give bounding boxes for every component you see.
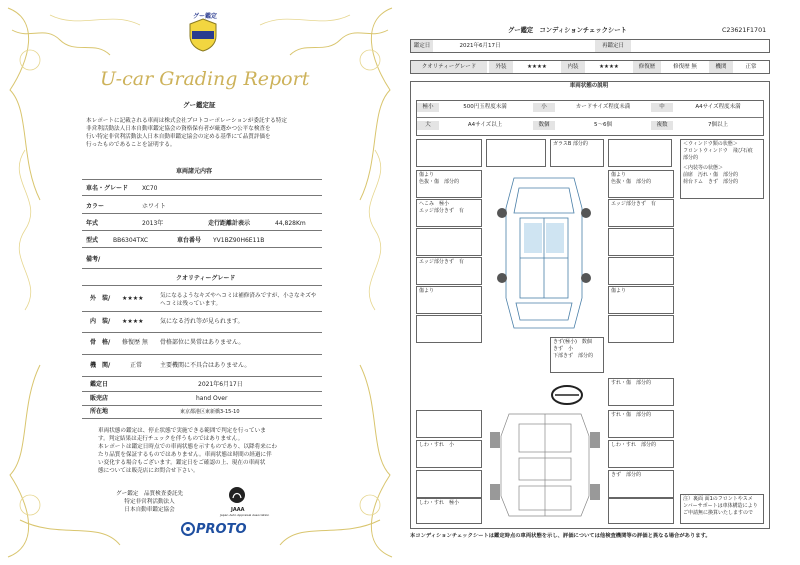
jaaa-sub: Japan Auto Appraisal Association [220,513,270,517]
note-box: きず 部分的 [608,470,674,498]
type-value: BB6304TXC [113,237,149,244]
legend-key: 大 [417,121,439,130]
grade-exterior-label: 外装 [489,61,513,73]
issuer-block: グー鑑定 品質検査委託先 特定非営利活動法人 日本自動車鑑定協会 [116,491,184,513]
note-box: 傷より 色抜・傷 部分的 [416,170,482,198]
report-subtitle: グー鑑定証 [183,101,216,109]
legend-desc: A4サイズ程度未満 [695,104,741,110]
date-label: 鑑定日 [90,381,109,388]
note-box [416,470,482,498]
vin-label: 車台番号 [177,237,202,244]
legend-key: 中 [651,103,673,112]
note-box [416,228,482,256]
legend-key: 複数 [651,121,673,130]
jaaa-label: JAAA [231,507,245,513]
note-box: 傷より [608,286,674,314]
exterior-desc: 気になるようなキズやヘコミは補修済みですが、小さなキズや ヘコミは残っています。 [160,293,317,307]
year-label: 年式 [86,220,99,227]
model-label: 車名・グレード [86,185,129,192]
sheet-id: C23621F1701 [722,27,767,34]
vin-value: YV1BZ90H6E11B [213,237,265,244]
section-title: 車両状態の説明 [569,83,609,89]
date-value: 2021年6月17日 [198,381,243,388]
grade-interior-label: 内装 [561,61,585,73]
dealer-value: hand Over [196,395,228,402]
proto-logo-text: PROTO [196,522,247,537]
legend-desc: 5～6個 [594,122,612,128]
engine-label: 機 関/ [90,362,111,369]
notes-label: 備考/ [86,256,101,263]
note-box [416,410,482,438]
note-box [608,257,674,285]
disclaimer-paragraph: 車両状態の鑑定は、停止状態で実施できる範囲で判定を行っていま す。判定結果は走行チェックを伴うものではありません。 本レポートは鑑定日時点での車両状態を示すものであり、以降将来にわ たり品質を保証するものではありません。車両状態は時間の経過に伴 い変化する場合もございます。鑑定日をご確認の上、現在の車両状 態については販売店にお問合せ下さい。 [98,428,278,474]
reappraisal-label: 再鑑定日 [595,40,631,52]
location-value: 東京都港区東新橋3-15-10 [180,409,240,415]
quality-header: クオリティーグレード [176,275,236,282]
color-value: ホワイト [142,203,166,210]
grade-engine-label: 機関 [709,61,733,73]
grade-repair-label: 修復歴 [633,61,661,73]
note-box: しわ・すれ 小 [416,440,482,468]
badge-text: グー鑑定 [193,13,218,20]
note-box: すれ・傷 部分的 [608,410,674,438]
car-underbody-diagram [484,406,606,522]
date-value: 2021年6月17日 [459,43,501,49]
legend-key: 小 [533,103,555,112]
legend-key: 数個 [533,121,555,130]
footnote-box: 注）裏面 面1のフロントやスメ ンバーサポートは車体構造により ご申請無に換算いたしますので [680,494,764,524]
grade-engine-value: 正常 [745,64,757,70]
damage-size-legend [416,100,764,136]
note-box: 傷より [416,286,482,314]
note-box [416,139,482,167]
proto-logo-icon [181,522,195,536]
frame-value: 修復歴 無 [122,339,148,346]
note-box [608,228,674,256]
steering-wheel-icon [550,384,584,406]
exterior-label: 外 装/ [90,295,111,302]
mileage-label: 走行距離計表示 [208,220,251,227]
date-row [410,39,770,53]
note-box [486,139,546,167]
reappraisal-value [633,40,763,52]
jaaa-logo-icon [228,486,246,506]
grade-quality-label: クオリティーグレード [411,61,487,73]
grade-repair-value: 修復歴 無 [673,64,697,70]
condition-check-sheet-page [400,0,800,565]
note-box: へこみ 極小 エッジ部分きず 有 [416,199,482,227]
grade-exterior-value: ★★★★ [527,64,547,70]
model-value: XC70 [142,185,158,192]
note-box: すれ・傷 部分的 [608,378,674,406]
interior-desc: 気になる汚れ等が見られます。 [160,318,244,325]
note-box: エッジ部分きず 有 [608,199,674,227]
sheet-title: グー鑑定 コンディションチェックシート [508,27,627,34]
legend-desc: 500円玉程度未満 [463,104,507,110]
note-box: しわ・すれ 部分的 [608,440,674,468]
engine-value: 正常 [130,362,143,369]
legend-desc: カードサイズ程度未満 [575,104,631,110]
intro-paragraph: 本レポートに記載される車両は株式会社プロトコーポレーションが委託する特定 非営利活動法人日本自動車鑑定協会の資格保有者が厳選かつ公平な検査を 行い特定非営利活動法人日本自動車鑑定協会の定める基準にて品質評価を 行ったものであることを証明する。 [86,118,287,148]
sheet-footer: 本コンディションチェックシートは鑑定時点の車両状態を示し、評価については他検査機関等の評価と異なる場合があります。 [410,533,711,539]
note-box: しわ・すれ 極小 [416,498,482,524]
note-box [416,315,482,343]
car-top-view-diagram [484,168,604,338]
date-label: 鑑定日 [411,40,433,52]
note-box: 傷より 色抜・傷 部分的 [608,170,674,198]
note-box [608,315,674,343]
location-label: 所在地 [90,408,109,415]
frame-desc: 骨格部位に異常はありません。 [160,339,245,346]
year-value: 2013年 [142,220,164,227]
interior-value: ★★★★ [122,318,144,325]
mileage-value: 44,828Km [275,220,306,227]
dealer-label: 販売店 [90,395,109,402]
legend-key: 極小 [417,103,439,112]
report-title: U-car Grading Report [100,68,310,90]
legend-desc: 7個以上 [708,122,728,128]
note-box: エッジ部分きず 有 [416,257,482,285]
note-box: ガラスB 部分的 [550,139,604,167]
type-label: 型式 [86,237,99,244]
specs-header: 車両諸元内容 [176,168,213,175]
note-box [608,498,674,524]
interior-label: 内 装/ [90,318,111,325]
frame-label: 骨 格/ [90,339,111,346]
exterior-value: ★★★★ [122,295,144,302]
grade-bar [410,60,770,74]
note-box: きず(極小) 数個 きず 小 下部きず 部分的 [550,337,604,373]
grade-interior-value: ★★★★ [599,64,619,70]
legend-desc: A4サイズ以上 [467,122,503,128]
color-label: カラー [86,203,105,210]
note-box [608,139,672,167]
goo-appraisal-badge-icon [188,18,218,52]
window-condition-notes: ＜ウィンドウ類の状態＞ フロントウィンドウ 飛び石痕 部分的 ＜内装等の状態＞ 前席 汚れ・傷 部分的 荷台ドム きず 部分的 [680,139,764,199]
engine-desc: 主要機関に不具合はありません。 [160,362,251,369]
